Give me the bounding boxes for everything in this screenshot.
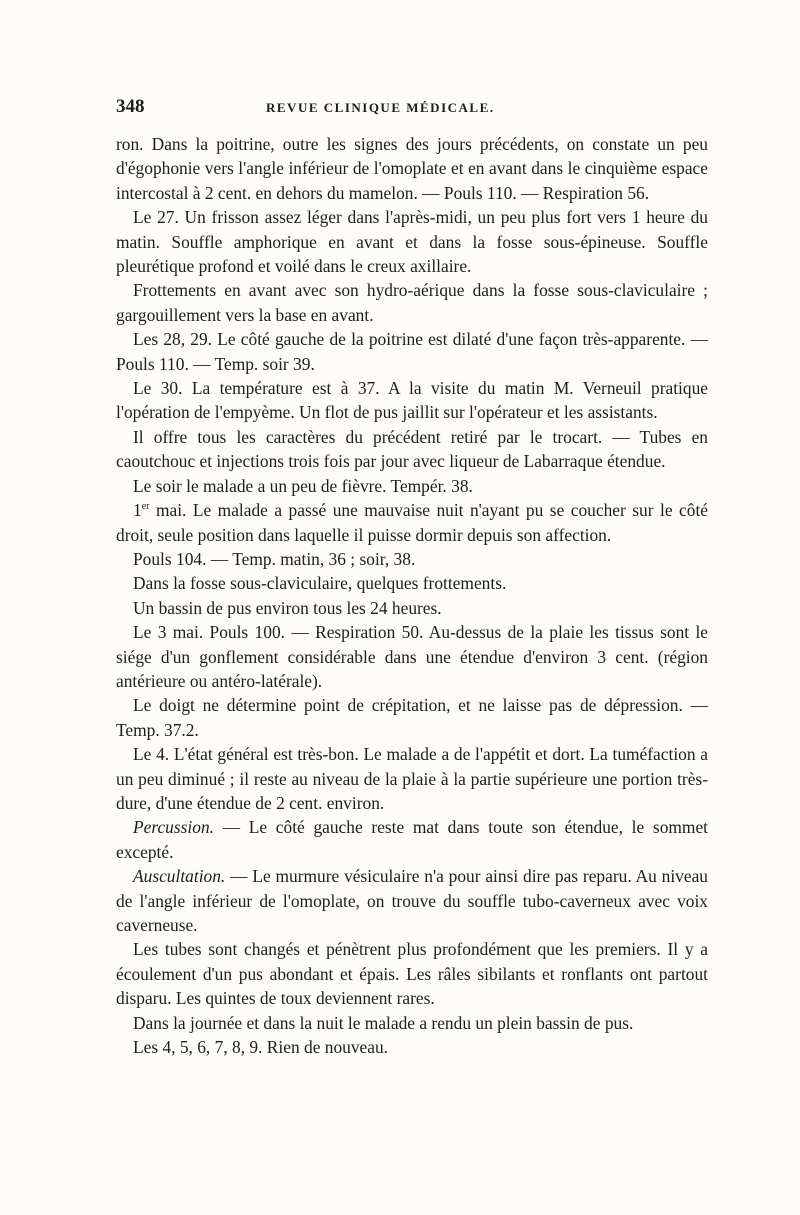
paragraph: Le soir le malade a un peu de fièvre. Tempér. 38. [133,475,473,496]
paragraph: Le 4. L'état général est très-bon. Le malade a de l'appétit et dort. La tuméfaction a un peu diminué ; il reste au niveau de la plaie à la partie supérieure une portion très-dure, d'une étendue de 2 cent. environ. [116,744,708,813]
paragraph: Percussion. — Le côté gauche reste mat dans toute son étendue, le sommet excepté. [116,817,708,862]
section-label: Percussion. [133,817,214,838]
paragraph: Le 27. Un frisson assez léger dans l'après-midi, un peu plus fort vers 1 heure du matin. Souffle amphorique en avant et dans la fosse sous-épineuse. Souffle pleurétique profond et voilé dans le creux axillaire. [116,207,708,277]
paragraph: Les tubes sont changés et pénètrent plus profondément que les premiers. Il y a écoulement d'un pus abondant et épais. Les râles sibilants et ronflants ont partout disparu. Les quintes de toux deviennent rares. [116,939,708,1009]
paragraph: Frottements en avant avec son hydro-aérique dans la fosse sous-claviculaire ; gargouillement vers la base en avant. [116,280,708,325]
running-title: REVUE CLINIQUE MÉDICALE. [266,100,495,115]
section-label: Auscultation. [133,866,226,887]
paragraph: Le 3 mai. Pouls 100. — Respiration 50. Au-dessus de la plaie les tissus sont le siége d'un gonflement considérable dans une étendue d'environ 3 cent. (région antérieure ou antéro-latérale). [116,622,708,691]
paragraph: Les 4, 5, 6, 7, 8, 9. Rien de nouveau. [133,1037,389,1058]
page-header [116,96,708,118]
paragraph: Dans la fosse sous-claviculaire, quelques frottements. [133,573,507,594]
paragraph: Auscultation. — Le murmure vésiculaire n'a pour ainsi dire pas reparu. Au niveau de l'angle inférieur de l'omoplate, on trouve du souffle tubo-caverneux avec voix caverneuse. [116,866,708,935]
paragraph: Les 28, 29. Le côté gauche de la poitrine est dilaté d'une façon très-apparente. — Pouls 110. — Temp. soir 39. [116,329,708,374]
page-number: 348 [116,96,145,117]
paragraph: 1er mai. Le malade a passé une mauvaise nuit n'ayant pu se coucher sur le côté droit, seule position dans laquelle il puisse dormir depuis son affection. [116,500,708,545]
paragraph: Pouls 104. — Temp. matin, 36 ; soir, 38. [133,548,416,569]
body-text [116,132,708,1059]
paragraph: Dans la journée et dans la nuit le malade a rendu un plein bassin de pus. [133,1012,634,1033]
paragraph: Le 30. La température est à 37. A la visite du matin M. Verneuil pratique l'opération de l'empyème. Un flot de pus jaillit sur l'opérateur et les assistants. [116,378,708,423]
paragraph: Le doigt ne détermine point de crépitation, et ne laisse pas de dépression. — Temp. 37.2. [116,695,708,740]
paragraph: Il offre tous les caractères du précédent retiré par le trocart. — Tubes en caoutchouc et injections trois fois par jour avec liqueur de Labarraque étendue. [116,426,708,472]
paragraph: Un bassin de pus environ tous les 24 heures. [133,597,442,618]
paragraph: ron. Dans la poitrine, outre les signes des jours précédents, on constate un peu d'égophonie vers l'angle inférieur de l'omoplate et en avant dans le cinquième espace intercostal à 2 cent. en dehors du mamelon. — Pouls 110. — Respiration 56. [116,134,708,203]
